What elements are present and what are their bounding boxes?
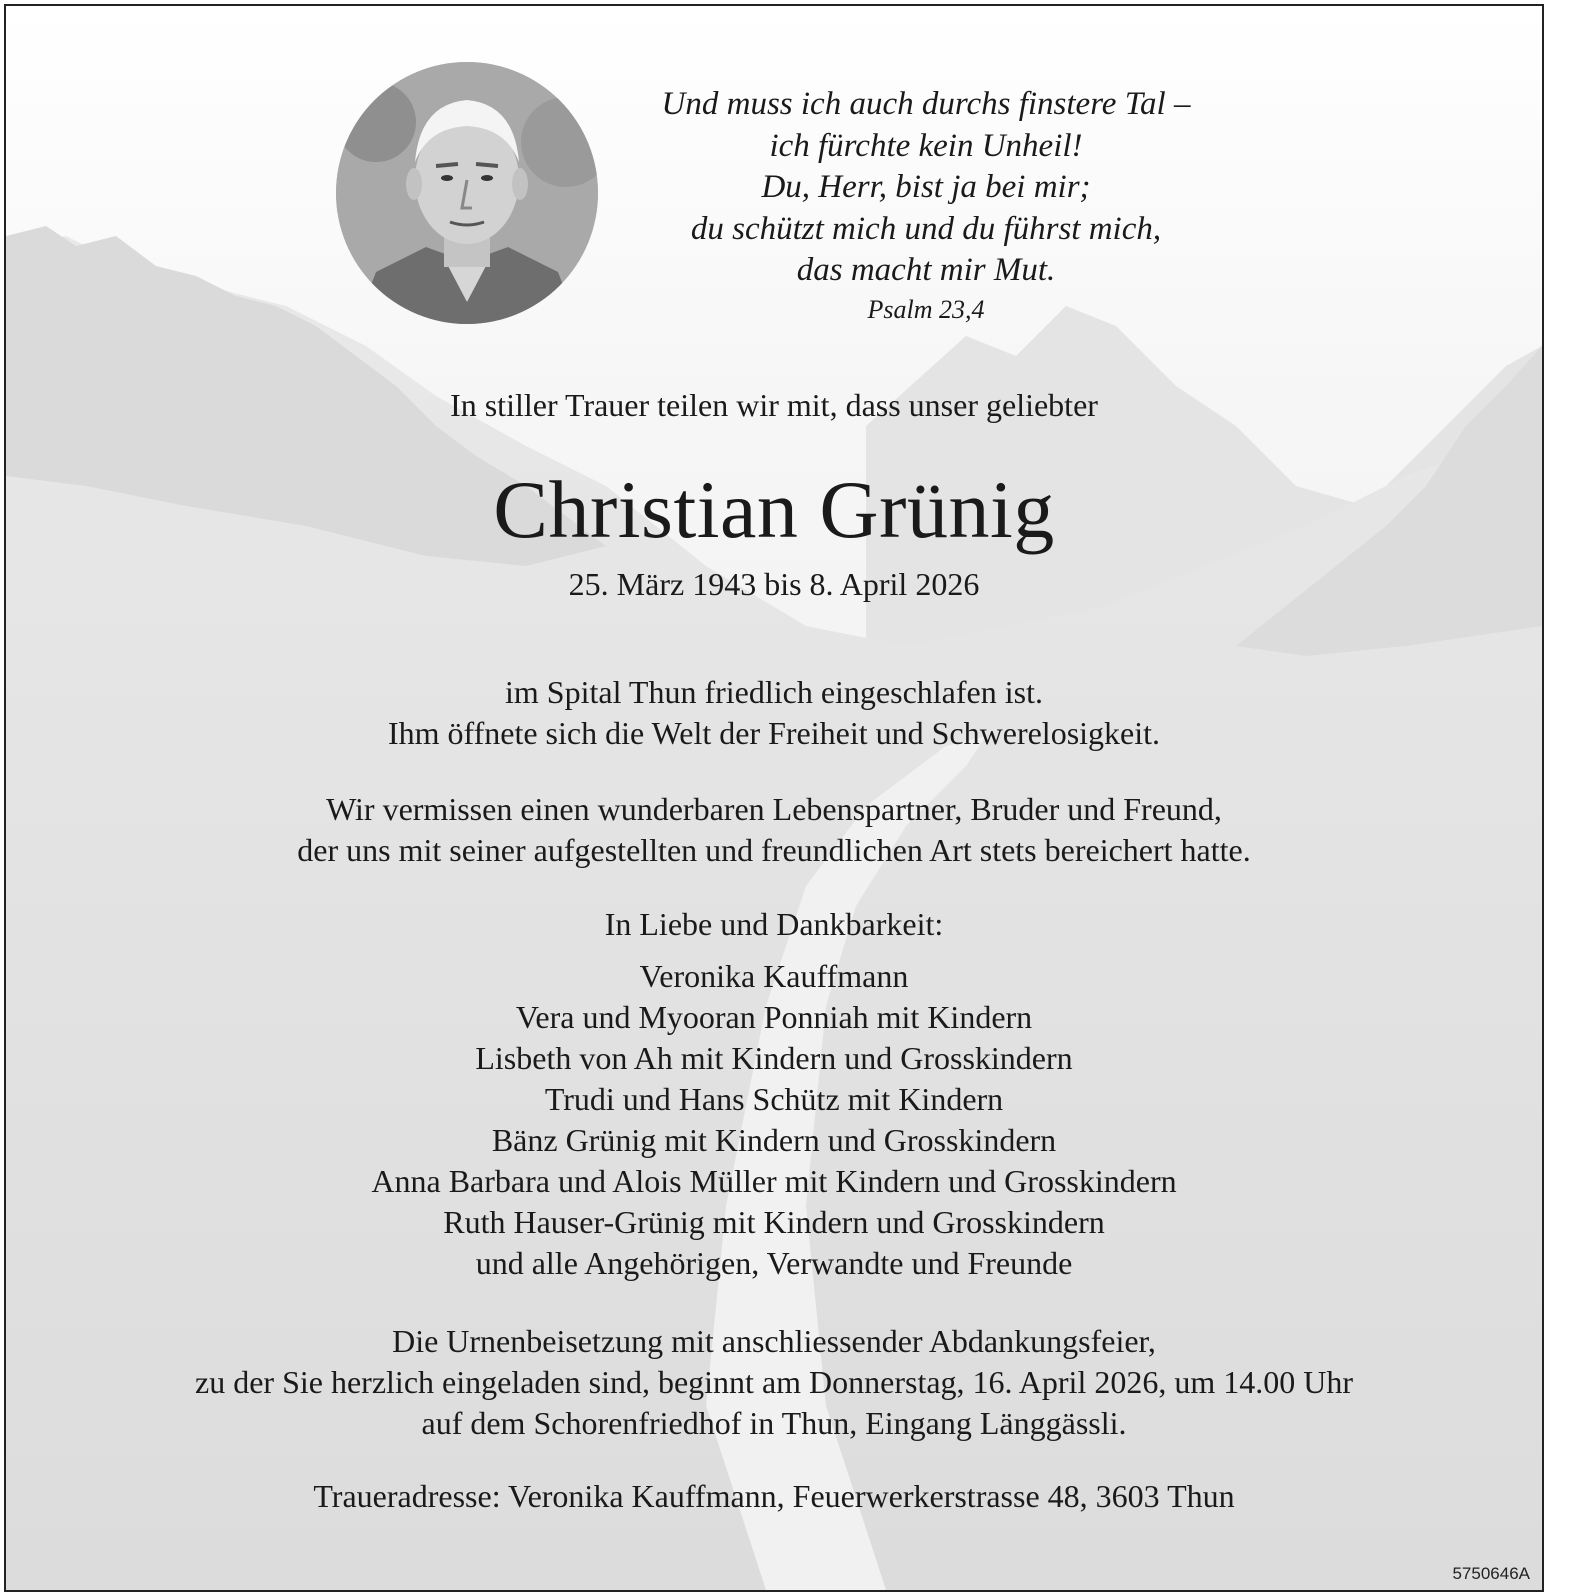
life-dates: 25. März 1943 bis 8. April 2026 <box>568 566 980 602</box>
paragraph-line: Ihm öffnete sich die Welt der Freiheit und Schwerelosigkeit. <box>387 715 1161 751</box>
mourning-address: Traueradresse: Veronika Kauffmann, Feuerwerkerstrasse 48, 3603 Thun <box>313 1478 1235 1514</box>
verse-line: das macht mir Mut. <box>796 252 1056 288</box>
verse-line: du schützt mich und du führst mich, <box>690 210 1162 247</box>
mourner-entry: Trudi und Hans Schütz mit Kindern <box>544 1081 1004 1117</box>
mourner-entry: Vera und Myooran Ponniah mit Kindern <box>515 999 1033 1035</box>
thanks-heading: In Liebe und Dankbarkeit: <box>604 906 944 942</box>
paragraph-line: Wir vermissen einen wunderbaren Lebenspartner, Bruder und Freund, <box>326 791 1222 827</box>
mourner-entry: Anna Barbara und Alois Müller mit Kindern und Grosskindern <box>371 1163 1177 1199</box>
mourner-entry: Bänz Grünig mit Kindern und Grosskindern <box>491 1122 1057 1158</box>
funeral-line: Die Urnenbeisetzung mit anschliessender Abdankungsfeier, <box>392 1323 1156 1359</box>
verse-reference: Psalm 23,4 <box>867 295 985 324</box>
deceased-portrait-photo <box>336 62 598 324</box>
mourners-list <box>6 956 1542 1284</box>
funeral-line: auf dem Schorenfriedhof in Thun, Eingang Länggässli. <box>421 1405 1127 1441</box>
mourner-entry: Veronika Kauffmann <box>639 958 909 994</box>
paragraph-line: der uns mit seiner aufgestellten und freundlichen Art stets bereichert hatte. <box>297 832 1251 868</box>
deceased-name: Christian Grünig <box>493 464 1055 555</box>
tribute-paragraph <box>6 789 1542 871</box>
mourner-entry: Lisbeth von Ah mit Kindern und Grosskindern <box>475 1040 1073 1076</box>
ad-reference-code: 5750646A <box>1452 1564 1530 1583</box>
announcement-intro: In stiller Trauer teilen wir mit, dass unser geliebter <box>450 387 1098 423</box>
psalm-verse <box>566 84 1286 292</box>
verse-line: ich fürchte kein Unheil! <box>769 127 1083 164</box>
funeral-line: zu der Sie herzlich eingeladen sind, beginnt am Donnerstag, 16. April 2026, um 14.00 Uhr <box>195 1364 1353 1400</box>
obituary-card <box>4 4 1544 1592</box>
paragraph-line: im Spital Thun friedlich eingeschlafen ist. <box>505 674 1043 710</box>
verse-line: Du, Herr, bist ja bei mir; <box>761 169 1091 205</box>
verse-line: Und muss ich auch durchs finstere Tal – <box>661 86 1191 122</box>
passing-paragraph <box>6 672 1542 754</box>
mourner-entry: und alle Angehörigen, Verwandte und Freunde <box>475 1245 1073 1281</box>
mourner-entry: Ruth Hauser-Grünig mit Kindern und Grosskindern <box>443 1204 1105 1240</box>
funeral-details <box>6 1321 1542 1444</box>
